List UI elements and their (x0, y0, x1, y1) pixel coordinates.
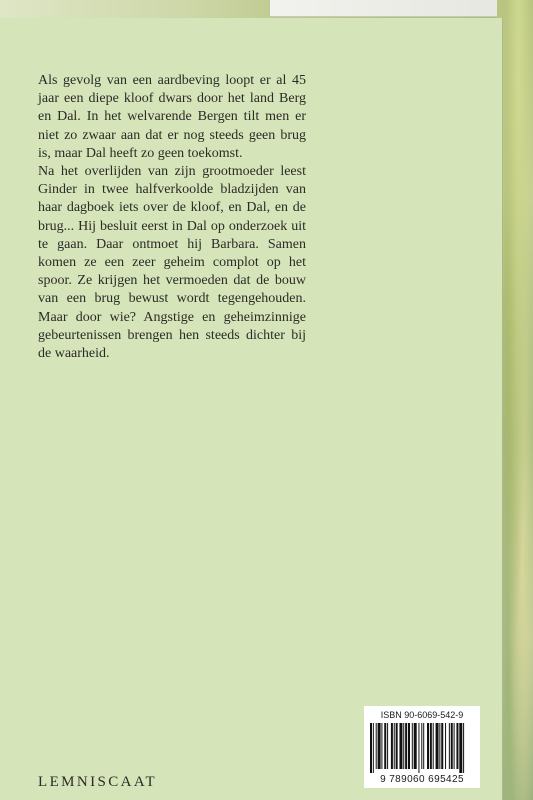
blurb-text (38, 72, 306, 363)
barcode-icon (370, 723, 474, 773)
isbn-number: ISBN 90-6069-542-9 (380, 710, 464, 720)
blurb-paragraph-1: Als gevolg van een aardbeving loopt er al 45 jaar een diepe kloof dwars door het land Berg en Dal. In het welvarende Bergen tilt men er niet zo zwaar aan dat er nog steeds geen brug is, maar Dal heeft zo geen toekomst. (38, 73, 306, 161)
sticker-label (270, 0, 504, 17)
blurb-paragraph-2: Na het overlijden van zijn grootmoeder leest Ginder in twee halfverkoolde bladzijden van haar dagboek iets over de kloof, en Dal, en de brug... Hij besluit eerst in Dal op onderzoek uit te gaan. Daar ontmoet hij Barbara. Samen komen ze een zeer geheim complot op het spoor. Ze krijgen het vermoeden dat de bouw van een brug bewust wordt tegengehouden. Maar door wie? Angstige en geheimzinnige gebeurtenissen brengen hen steeds dichter bij de waarheid. (38, 164, 306, 362)
barcode-digits: 9 789060 695425 (380, 774, 464, 785)
barcode-label (364, 706, 480, 788)
back-cover-panel (0, 18, 503, 800)
publisher-name: LEMNISCAAT (38, 774, 158, 790)
